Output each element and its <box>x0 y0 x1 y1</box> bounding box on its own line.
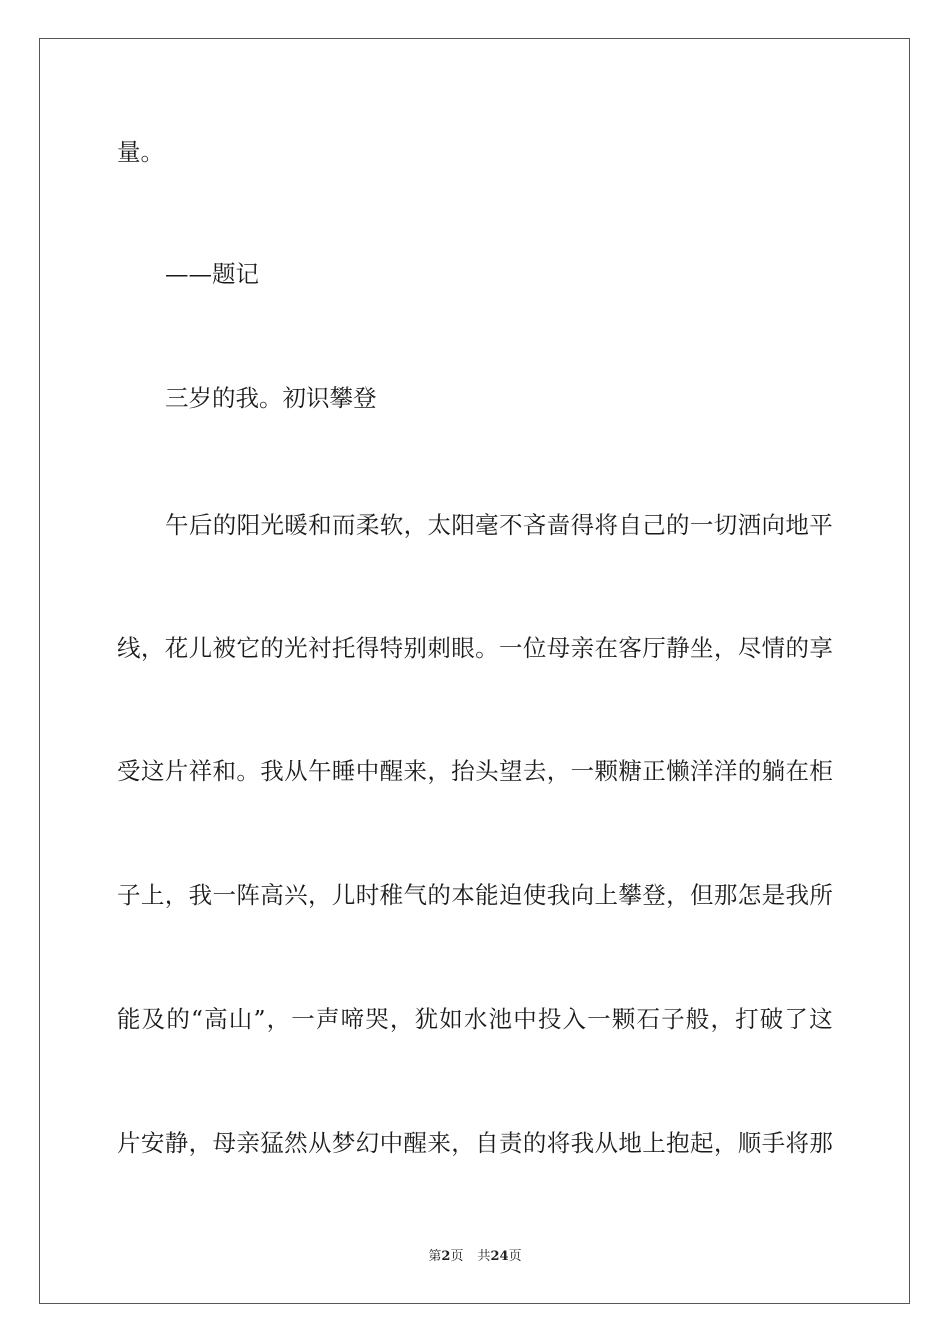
footer-page-current: 2 <box>441 1249 451 1264</box>
page-footer <box>0 1248 950 1266</box>
text-line-5: 线 ， 花 儿 被 它 的 光 衬 托 得 特 别 刺 眼 。 一 位 母 亲 在 客 厅 静 坐 ， 尽 情 的 享 <box>117 634 833 662</box>
page-border <box>39 38 910 1304</box>
text-line-6: 受 这 片 祥 和 。 我 从 午 睡 中 醒 来 ， 抬 头 望 去 ， 一 颗 糖 正 懒 洋 洋 的 躺 在 柜 <box>117 757 833 785</box>
text-line-9: 片 安 静 ， 母 亲 猛 然 从 梦 幻 中 醒 来 ， 自 责 的 将 我 从 地 上 抱 起 ， 顺 手 将 那 <box>117 1129 833 1157</box>
footer-page-suffix: 页 <box>450 1249 464 1264</box>
text-line-3: 三岁的我。初识攀登 <box>165 384 377 412</box>
text-line-4: 午 后 的 阳 光 暖 和 而 柔 软 ， 太 阳 毫 不 吝 啬 得 将 自 己 的 一 切 洒 向 地 平 <box>165 511 833 539</box>
footer-total-pages: 24 <box>490 1249 509 1264</box>
footer-total-prefix: 共 <box>477 1249 491 1264</box>
text-line-1: 量。 <box>117 138 164 166</box>
footer-total-suffix: 页 <box>508 1249 522 1264</box>
text-line-8: 能 及 的 “ 高 山 ” ， 一 声 啼 哭 ， 犹 如 水 池 中 投 入 一 颗 石 子 般 ， 打 破 了 这 <box>117 1005 833 1033</box>
footer-page-prefix: 第 <box>428 1249 442 1264</box>
text-line-2: ——题记 <box>165 260 259 288</box>
text-line-7: 子 上 ， 我 一 阵 高 兴 ， 儿 时 稚 气 的 本 能 迫 使 我 向 上 攀 登 ， 但 那 怎 是 我 所 <box>117 881 833 909</box>
